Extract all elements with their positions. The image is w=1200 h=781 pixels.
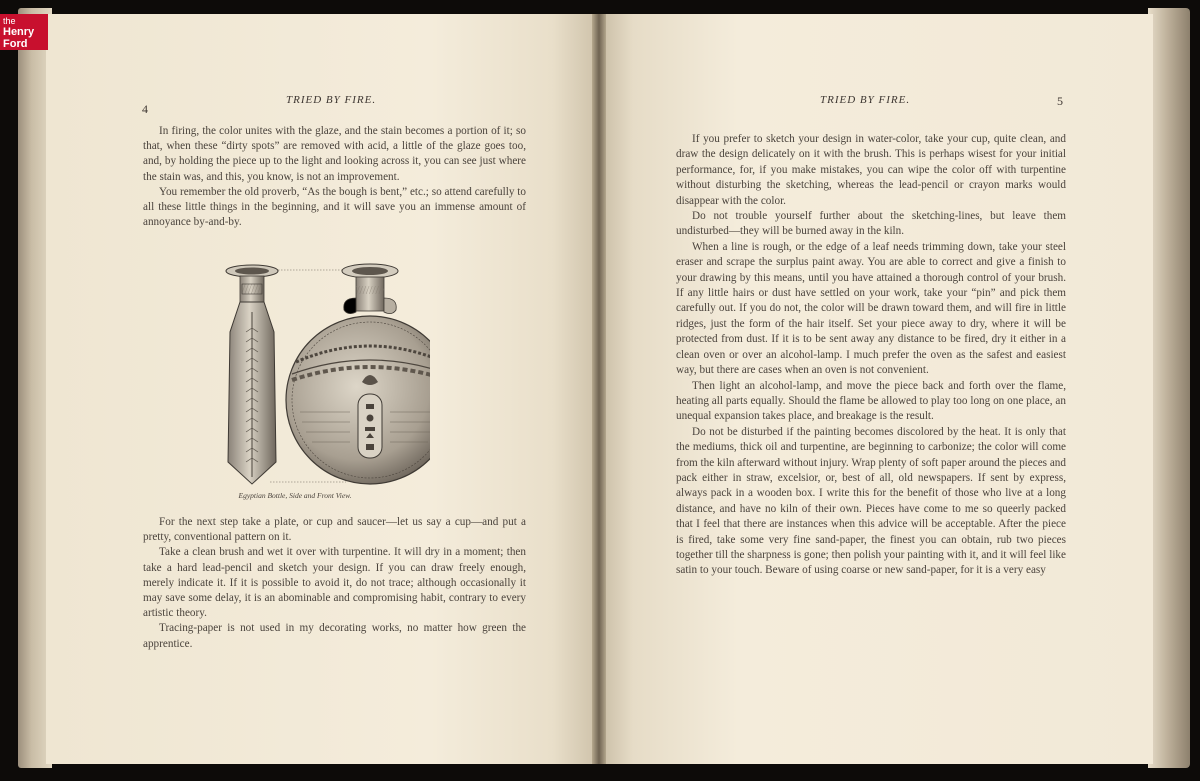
paragraph: For the next step take a plate, or cup and saucer—let us say a cup—and put a pretty, conventional pattern on it. [143, 516, 526, 544]
paragraph: Take a clean brush and wet it over with turpentine. It will dry in a moment; then take a hard lead-pencil and sketch your design. If you can draw freely enough, merely indicate it. If it is possible to avoid it, do not trace; although occasionally it may save some delay, it is an abominable and compromising habit, contrary to every artistic theory. [143, 546, 526, 620]
paragraph: Do not trouble yourself further about the sketching-lines, but leave them undisturbed—they will be burned away in the kiln. [676, 210, 1066, 238]
figure-caption: Egyptian Bottle, Side and Front View. [238, 491, 352, 500]
left-page-number: 4 [142, 102, 148, 116]
right-text [676, 132, 1066, 579]
paragraph: Tracing-paper is not used in my decorating works, no matter how green the apprentice. [143, 622, 526, 650]
paragraph: When a line is rough, or the edge of a leaf needs trimming down, take your steel eraser and scrape the surplus paint away. You are able to correct and give a finish to your drawing by this means, until you have attained a thorough control of your brush. If any little hairs or dust have settled on your work, take your “pin” and pick them carefully out. If you do not, the color will be drawn toward them, and will fire in little ridges, just the form of the hair itself. Set your piece away to dry, where it will be protected from dust. If it is to be sent away any distance to be fired, dry it either in a clean oven or over an alcohol-lamp. I much prefer the oven as the safest and easiest way, but there are cases when an oven is not convenient. [676, 240, 1066, 377]
book-edge-right [1148, 8, 1190, 768]
right-page-number: 5 [1057, 94, 1063, 108]
paragraph: Then light an alcohol-lamp, and move the piece back and forth over the flame, heating all parts equally. Should the flame be allowed to play too long on one place, an unequal expansion takes place, and breakage is the result. [676, 379, 1066, 423]
left-running-head: TRIED BY FIRE. [286, 94, 377, 106]
logo-line-2: Henry [3, 26, 35, 38]
henry-ford-logo [0, 14, 48, 50]
logo-line-1: the [3, 16, 16, 26]
paragraph: You remember the old proverb, “As the bough is bent,” etc.; so attend carefully to all these little things in the beginning, and it will save you an immense amount of annoyance by-and-by. [143, 185, 526, 229]
book-gutter [592, 14, 606, 764]
paragraph: Do not be disturbed if the painting becomes discolored by the heat. It is only that the mediums, thick oil and turpentine, are beginning to carbonize; the color will come from the kiln afterward without injury. Wrap plenty of soft paper around the pieces and pack either in straw, excelsior, or, best of all, old newspapers. If sent by express, always pack in a wooden box. I write this for the benefit of those who live at a long distance, and have no kiln of their own. Pieces have come to me so queerly packed that I feel that there are instances when this advice will be acceptable. After the piece is fired, take some very fine sand-paper, the finest you can obtain, rub two pieces together till the sharpness is gone; then polish your painting with it, and it will feel like satin to your touch. Beware of using coarse or new sand-paper, for it is a very easy [676, 425, 1066, 577]
paragraph: If you prefer to sketch your design in water-color, take your cup, quite clean, and draw the design delicately on it with the brush. This is perhaps wisest for your initial performance, for, if you make mistakes, you can wipe the color off with turpentine without disturbing the sketching, whereas the lead-pencil or crayon marks would disappear with the color. [676, 133, 1066, 207]
logo-line-3: Ford [3, 38, 28, 50]
left-text-top [143, 124, 526, 230]
egyptian-bottle-illustration [170, 262, 430, 486]
paragraph: In firing, the color unites with the glaze, and the stain becomes a portion of it; so that, when these “dirty spots” are removed with acid, a little of the glaze goes too, and, by holding the piece up to the light and looking across it, you can see just where the stain was, and this, you know, is not an improvement. [143, 125, 526, 183]
left-text-bottom [143, 515, 526, 652]
right-running-head: TRIED BY FIRE. [820, 94, 911, 106]
